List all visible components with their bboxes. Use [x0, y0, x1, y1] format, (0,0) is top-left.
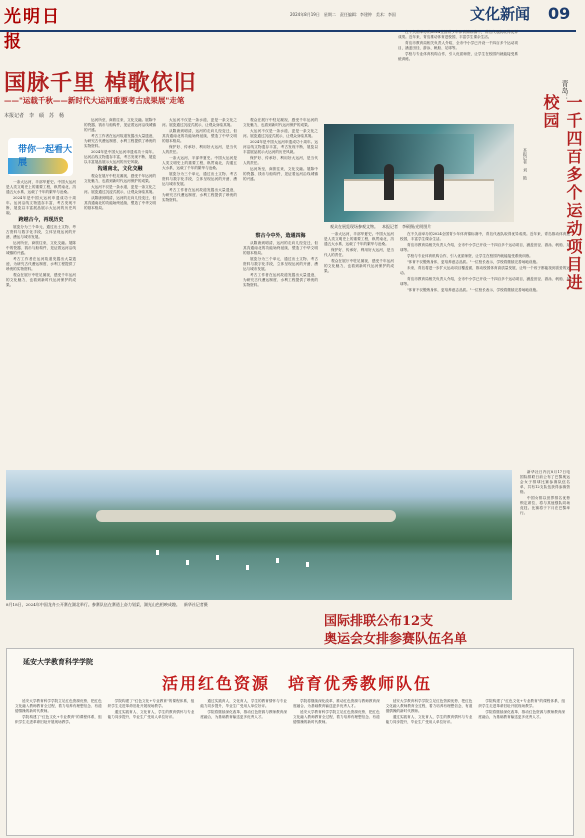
paragraph: 学院将继续深化改革，推动红色资源与教师教育深度融合，为基础教育输送更多优秀人才。	[200, 710, 288, 719]
paragraph: 2024年是中国大运河申遗成功十周年。运河沿线文物遗存丰富，考古发现不断，展览以丰富展品展示大运河的历史风貌。	[84, 150, 156, 164]
paragraph: 学校与专业体育机构合作，引入优质师资，让学生在校园内就能接受系统训练。	[398, 52, 518, 61]
paragraph: 一条大运河，半部华夏史。中国大运河是人类文明史上的重要工程，纵贯南北，沟通五大水系，运载了千年的繁华与沧桑。	[6, 180, 76, 194]
paragraph: 观众在展厅中驻足凝视，感受千年运河的文化魅力，也看到新时代运河保护的成果。	[243, 118, 318, 127]
boat	[216, 555, 219, 560]
boat	[156, 550, 159, 555]
paragraph: 保护好、传承好、利用好大运河，是当代人的责任。	[324, 248, 394, 257]
ad-col	[15, 699, 102, 829]
boat	[276, 558, 279, 563]
paragraph: 在不久前举办的2024全国青少年体育锦标赛中，青岛代表队取得优异成绩。近年来，青岛推动体育进校园，丰富学生课余生活。	[398, 30, 518, 39]
right-article-col-top	[398, 30, 518, 120]
main-article-col-5	[243, 232, 318, 465]
main-headline: 国脉千里 棹歌依旧	[4, 70, 197, 96]
paragraph: 观众在展厅中驻足凝视，感受千年运河的文化魅力，也看到新时代运河保护的成果。	[6, 273, 76, 287]
paragraph: 考古工作者在运河故道发掘出大量遗迹，为研究古代漕运制度、水利工程提供了珍贵的实物资料。	[162, 188, 237, 202]
section-heading: 察古今中外，造通四海	[255, 233, 306, 239]
paragraph: 通过实践育人、文化育人，学生的教育情怀与专业能力同步提升，毕业生广受用人单位好评。	[200, 699, 288, 708]
paragraph: 展览分为三个单元，通过出土文物、考古资料与数字化手段，立体呈现运河的开凿、漕运与城市发展。	[6, 225, 76, 239]
paragraph: 学院将继续深化改革，推动红色资源与教师教育深度融合，为基础教育输送更多优秀人才。	[478, 710, 566, 719]
display-case	[344, 179, 494, 211]
paragraph: 2024年是中国大运河申遗成功十周年。运河沿线文物遗存丰富，考古发现不断，展览以丰富展品展示大运河的历史风貌。	[243, 140, 318, 154]
paragraph: 青岛市教育局相关负责人介绍，全市中小学已开设一千四百多个运动项目，涵盖田径、游泳、帆船、足球等。	[400, 243, 570, 252]
paragraph: 通过实践育人、文化育人，学生的教育情怀与专业能力同步提升，毕业生广受用人单位好评。	[107, 710, 195, 719]
paragraph: 一条大运河，半部华夏史。中国大运河是人类文明史上的重要工程，纵贯南北，沟通五大水系，运载了千年的繁华与沧桑。	[324, 232, 394, 246]
paragraph: 运河所至，商旅往来，文化交融。展陈中的瓷器、钱币与船构件，见证着运河沿线城镇的兴盛。	[243, 167, 318, 181]
paragraph: 延安大学教育科学学院立足红色资源优势，把红色文化融入教师教育全过程，着力培养有理想信念、有道德情操的新时代教师。	[15, 699, 102, 713]
exhibition-photo-caption: 观众在展览现场参观文物。 本报记者 李硕摄/光明图片	[330, 224, 432, 229]
paragraph: 运河所至，商旅往来，文化交融。展陈中的瓷器、钱币与船构件，见证着运河沿线城镇的兴盛。	[84, 118, 156, 132]
paragraph: 大运河不仅是一条水道，更是一条文化之河。展览通过沉浸式展示，让观众身临其境。	[243, 129, 318, 138]
dragon-boat-caption: 8月18日，2024年中国龙舟公开赛在湖北举行。参赛队伍在赛道上奋力划桨，湖光山色相映成趣。 新华社记者摄	[6, 602, 208, 607]
paragraph: 一条大运河，半部华夏史。中国大运河是人类文明史上的重要工程，纵贯南北，沟通五大水系，运载了千年的繁华与沧桑。	[162, 156, 237, 170]
dragon-boat-photo	[6, 470, 512, 600]
main-article-col-6	[324, 232, 394, 465]
main-article-col-3	[162, 118, 237, 465]
badge-label: 带你一起看大展	[18, 145, 73, 168]
main-article-col-2	[84, 118, 156, 465]
paragraph: 2024年是中国大运河申遗成功十周年。运河沿线文物遗存丰富，考古发现不断，展览以丰富展品展示大运河的历史风貌。	[6, 196, 76, 215]
exhibit-screen	[354, 134, 474, 174]
paragraph: 延安大学教育科学学院立足红色资源优势，把红色文化融入教师教育全过程，着力培养有理想信念、有道德情操的新时代教师。	[385, 699, 473, 713]
sports-article-col	[520, 470, 574, 600]
paragraph: 在不久前举办的2024全国青少年体育锦标赛中，青岛代表队取得优异成绩。近年来，青岛推动体育进校园，丰富学生课余生活。	[400, 232, 570, 241]
section-heading: 沟通南北，文化交融	[97, 166, 143, 172]
paragraph: 从隋唐到明清，运河的走向几经变迁，但其沟通南北的功能始终延续，塑造了中华文明的基本格局。	[243, 241, 318, 255]
paragraph: 未来，青岛将进一步扩大运动项目覆盖面，推动校园体育高质量发展，让每一个孩子都能找到喜爱的运动。	[400, 266, 570, 275]
ad-col	[293, 699, 380, 829]
ad-school-name: 延安大学教育科学学院	[23, 657, 93, 666]
ad-columns	[15, 699, 565, 829]
logo-text: 光明日报	[4, 7, 61, 52]
paragraph: 观众在展厅中驻足凝视，感受千年运河的文化魅力，也看到新时代运河保护的成果。	[84, 174, 156, 183]
right-article-kicker: 青岛：	[561, 80, 569, 101]
paragraph: 观众在展厅中驻足凝视，感受千年运河的文化魅力，也看到新时代运河保护的成果。	[324, 259, 394, 273]
paragraph: 运河所至，商旅往来，文化交融。展陈中的瓷器、钱币与船构件，见证着运河沿线城镇的兴盛。	[6, 241, 76, 255]
ad-col	[108, 699, 195, 829]
right-article-byline: 本报记者 刘 艳	[523, 148, 528, 180]
column-badge	[8, 138, 73, 176]
exhibition-photo	[324, 124, 514, 222]
issue-meta: 2024年8月19日 星期二 责任编辑：李建钟 美术：李国	[290, 12, 396, 17]
paragraph: 学院将继续深化改革，推动红色资源与教师教育深度融合，为基础教育输送更多优秀人才。	[293, 699, 380, 708]
main-subhead: ——"运载千秋——新时代大运河重要考古成果展"走笔	[4, 96, 185, 105]
section-title: 文化新闻	[470, 5, 531, 23]
paragraph: 学院构建了"红色文化+专业教育"的课程体系，组织学生走进革命旧址开展现场教学。	[107, 699, 195, 708]
paragraph: "体育不仅锻炼身体，更培养意志品质。"一位校长表示，学校将继续完善场地设施。	[407, 260, 540, 264]
paragraph: 大运河不仅是一条水道，更是一条文化之河。展览通过沉浸式展示，让观众身临其境。	[162, 118, 237, 127]
right-article-title: 一千四百多个运动项目进校园	[541, 94, 583, 292]
main-byline: 本报记者 李 硕 苏 杨	[4, 113, 65, 119]
paragraph: 考古工作者在运河故道发掘出大量遗迹，为研究古代漕运制度、水利工程提供了珍贵的实物资料。	[6, 257, 76, 271]
paragraph: 学校与专业体育机构合作，引入优质师资，让学生在校园内就能接受系统训练。	[407, 254, 533, 258]
paragraph: 学院构建了"红色文化+专业教育"的课程体系，组织学生走进革命旧址开展现场教学。	[478, 699, 566, 708]
paragraph: 延安大学教育科学学院立足红色资源优势，把红色文化融入教师教育全过程，着力培养有理想信念、有道德情操的新时代教师。	[293, 710, 380, 724]
ad-col	[478, 699, 565, 829]
bridge	[96, 510, 396, 522]
paragraph: 中国女排以世界排名优势锁定席位，将与其他强队同场竞技。比赛将于下月在巴黎举行。	[520, 496, 570, 515]
paragraph: 青岛市教育局相关负责人介绍，全市中小学已开设一千四百多个运动项目，涵盖田径、游泳、帆船、足球等。	[398, 41, 518, 50]
visitor-figure	[434, 164, 444, 200]
boat	[246, 565, 249, 570]
boat	[186, 560, 189, 565]
newspaper-logo	[4, 2, 66, 52]
ad-headline: 活用红色资源 培育优秀教师队伍	[161, 674, 432, 693]
ad-col	[200, 699, 287, 829]
paragraph: 考古工作者在运河故道发掘出大量遗迹，为研究古代漕运制度、水利工程提供了珍贵的实物资料。	[243, 273, 318, 287]
paragraph: 展览分为三个单元，通过出土文物、考古资料与数字化手段，立体呈现运河的开凿、漕运与城市发展。	[162, 172, 237, 186]
paragraph: 保护好、传承好、利用好大运河，是当代人的责任。	[243, 156, 318, 165]
main-article-col-1	[6, 180, 76, 465]
paragraph: 从隋唐到明清，运河的走向几经变迁，但其沟通南北的功能始终延续，塑造了中华文明的基本格局。	[162, 129, 237, 143]
paragraph: 考古工作者在运河故道发掘出大量遗迹，为研究古代漕运制度、水利工程提供了珍贵的实物资料。	[84, 134, 156, 148]
boat	[306, 562, 309, 567]
paragraph: 保护好、传承好、利用好大运河，是当代人的责任。	[162, 145, 237, 154]
paragraph: 从隋唐到明清，运河的走向几经变迁，但其沟通南北的功能始终延续，塑造了中华文明的基本格局。	[84, 196, 156, 210]
sports-headline-1: 国际排联公布12支	[324, 614, 434, 629]
paragraph: 新华社日内瓦8月17日电 国际排联日前公布了巴黎奥运会女子排球比赛参赛队伍名单，共有12支队伍获得参赛资格。	[520, 470, 574, 494]
paragraph: "体育不仅锻炼身体，更培养意志品质。"一位校长表示，学校将继续完善场地设施。	[407, 288, 540, 292]
paragraph: 青岛市教育局相关负责人介绍，全市中小学已开设一千四百多个运动项目，涵盖田径、游泳、帆船、足球等。	[400, 277, 570, 286]
sports-headline-2: 奥运会女排参赛队伍名单	[324, 632, 468, 647]
paragraph: 通过实践育人、文化育人，学生的教育情怀与专业能力同步提升，毕业生广受用人单位好评。	[385, 715, 473, 724]
ad-col	[386, 699, 473, 829]
visitor-figure	[384, 164, 394, 200]
paragraph: 学院构建了"红色文化+专业教育"的课程体系，组织学生走进革命旧址开展现场教学。	[15, 715, 102, 724]
paragraph: 展览分为三个单元，通过出土文物、考古资料与数字化手段，立体呈现运河的开凿、漕运与城市发展。	[243, 257, 318, 271]
right-article-col-bottom	[400, 232, 570, 465]
advertorial-box	[6, 648, 574, 836]
paragraph: 大运河不仅是一条水道，更是一条文化之河。展览通过沉浸式展示，让观众身临其境。	[84, 185, 156, 194]
section-heading: 跨越古今，再现历史	[18, 217, 64, 223]
page-number: 09	[548, 4, 571, 23]
